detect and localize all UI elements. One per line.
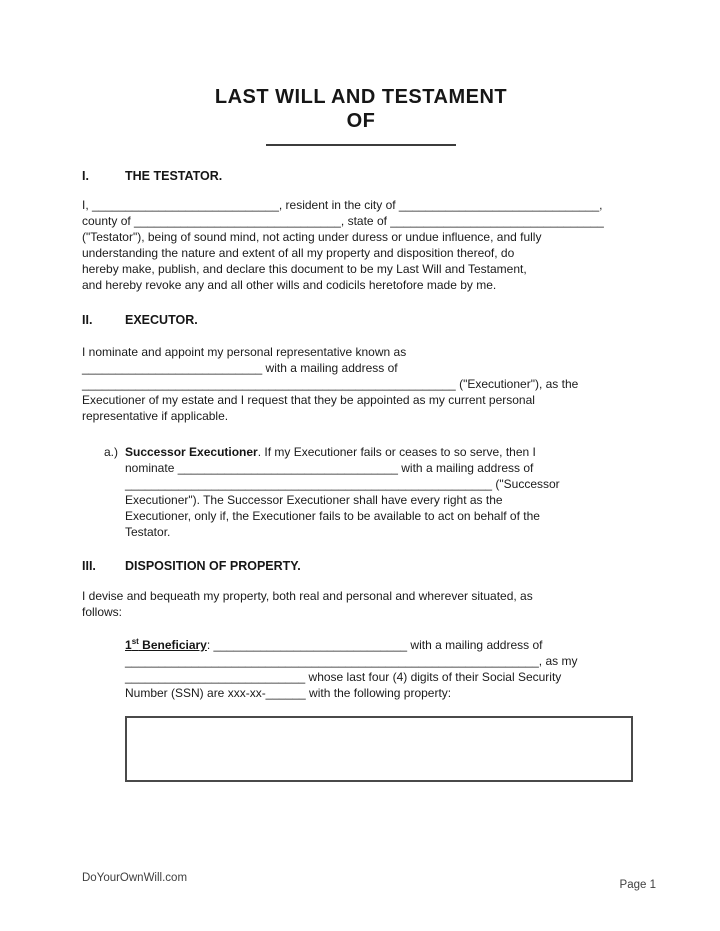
paragraph-line: ("Testator"), being of sound mind, not acting under duress or undue influence, and fully xyxy=(82,230,542,244)
paragraph-line: Executioner, only if, the Executioner fails to be available to act on behalf of the xyxy=(125,509,540,523)
section-title: THE TESTATOR. xyxy=(125,169,223,183)
document-title-line1: LAST WILL AND TESTAMENT xyxy=(214,86,508,108)
paragraph-line: follows: xyxy=(82,605,123,619)
successor-executioner-clause xyxy=(104,444,640,540)
section-number: I. xyxy=(82,169,89,183)
paragraph-line: ___________________________ with a mailing address of xyxy=(82,361,398,375)
beneficiary-label xyxy=(125,638,207,652)
section-number: II. xyxy=(82,313,93,327)
section-title: DISPOSITION OF PROPERTY. xyxy=(125,559,301,573)
footer-page-number: Page 1 xyxy=(619,879,656,891)
paragraph-line: Testator. xyxy=(125,525,171,539)
paragraph-line: I nominate and appoint my personal representative known as xyxy=(82,345,407,359)
disposition-paragraph xyxy=(82,588,640,620)
paragraph-line: ________________________________________________________ ("Executioner"), as the xyxy=(82,377,579,391)
paragraph-line: I devise and bequeath my property, both real and personal and wherever situated, as xyxy=(82,589,533,603)
paragraph-line xyxy=(104,444,640,460)
beneficiary-word: Beneficiary xyxy=(138,638,207,652)
paragraph-line xyxy=(125,637,640,653)
document-title-line2: OF xyxy=(346,110,376,132)
paragraph-line: county of _______________________________, state of ________________________________ xyxy=(82,214,604,228)
testator-name-blank-line xyxy=(266,144,456,146)
section-heading-testator xyxy=(82,168,640,184)
beneficiary-colon: : xyxy=(206,638,214,652)
testator-paragraph xyxy=(82,197,640,293)
section-heading-disposition xyxy=(82,558,640,574)
paragraph-line: ___________________________ whose last four (4) digits of their Social Security xyxy=(125,670,562,684)
clause-lead: Successor Executioner xyxy=(125,445,258,459)
list-marker: a.) xyxy=(104,445,119,459)
beneficiary-line1-rest: _____________________________ with a mailing address of xyxy=(213,638,543,652)
first-beneficiary-clause xyxy=(125,637,640,701)
footer-site-name: DoYourOwnWill.com xyxy=(82,872,188,884)
paragraph-line: ______________________________________________________________, as my xyxy=(125,654,578,668)
section-number: III. xyxy=(82,559,96,573)
beneficiary-ordinal-suffix: st xyxy=(131,637,139,646)
paragraph-line: _______________________________________________________ ("Successor xyxy=(125,477,560,491)
paragraph-line: I, ____________________________, resident in the city of ______________________________, xyxy=(82,198,603,212)
clause-lead-rest: . If my Executioner fails or ceases to so serve, then I xyxy=(257,445,536,459)
paragraph-line: understanding the nature and extent of all my property and disposition thereof, do xyxy=(82,246,515,260)
section-title: EXECUTOR. xyxy=(125,313,198,327)
document-title xyxy=(82,85,640,133)
paragraph-line: and hereby revoke any and all other wills and codicils heretofore made by me. xyxy=(82,278,497,292)
paragraph-line: nominate _________________________________ with a mailing address of xyxy=(125,461,534,475)
beneficiary-ordinal: 1 xyxy=(125,638,132,652)
executor-paragraph xyxy=(82,344,640,424)
paragraph-line: Number (SSN) are xxx-xx-______ with the following property: xyxy=(125,686,452,700)
paragraph-line: Executioner"). The Successor Executioner shall have every right as the xyxy=(125,493,503,507)
section-heading-executor xyxy=(82,312,640,328)
property-entry-box xyxy=(125,716,633,782)
paragraph-line: Executioner of my estate and I request that they be appointed as my current personal xyxy=(82,393,535,407)
paragraph-line: hereby make, publish, and declare this document to be my Last Will and Testament, xyxy=(82,262,527,276)
paragraph-line: representative if applicable. xyxy=(82,409,229,423)
